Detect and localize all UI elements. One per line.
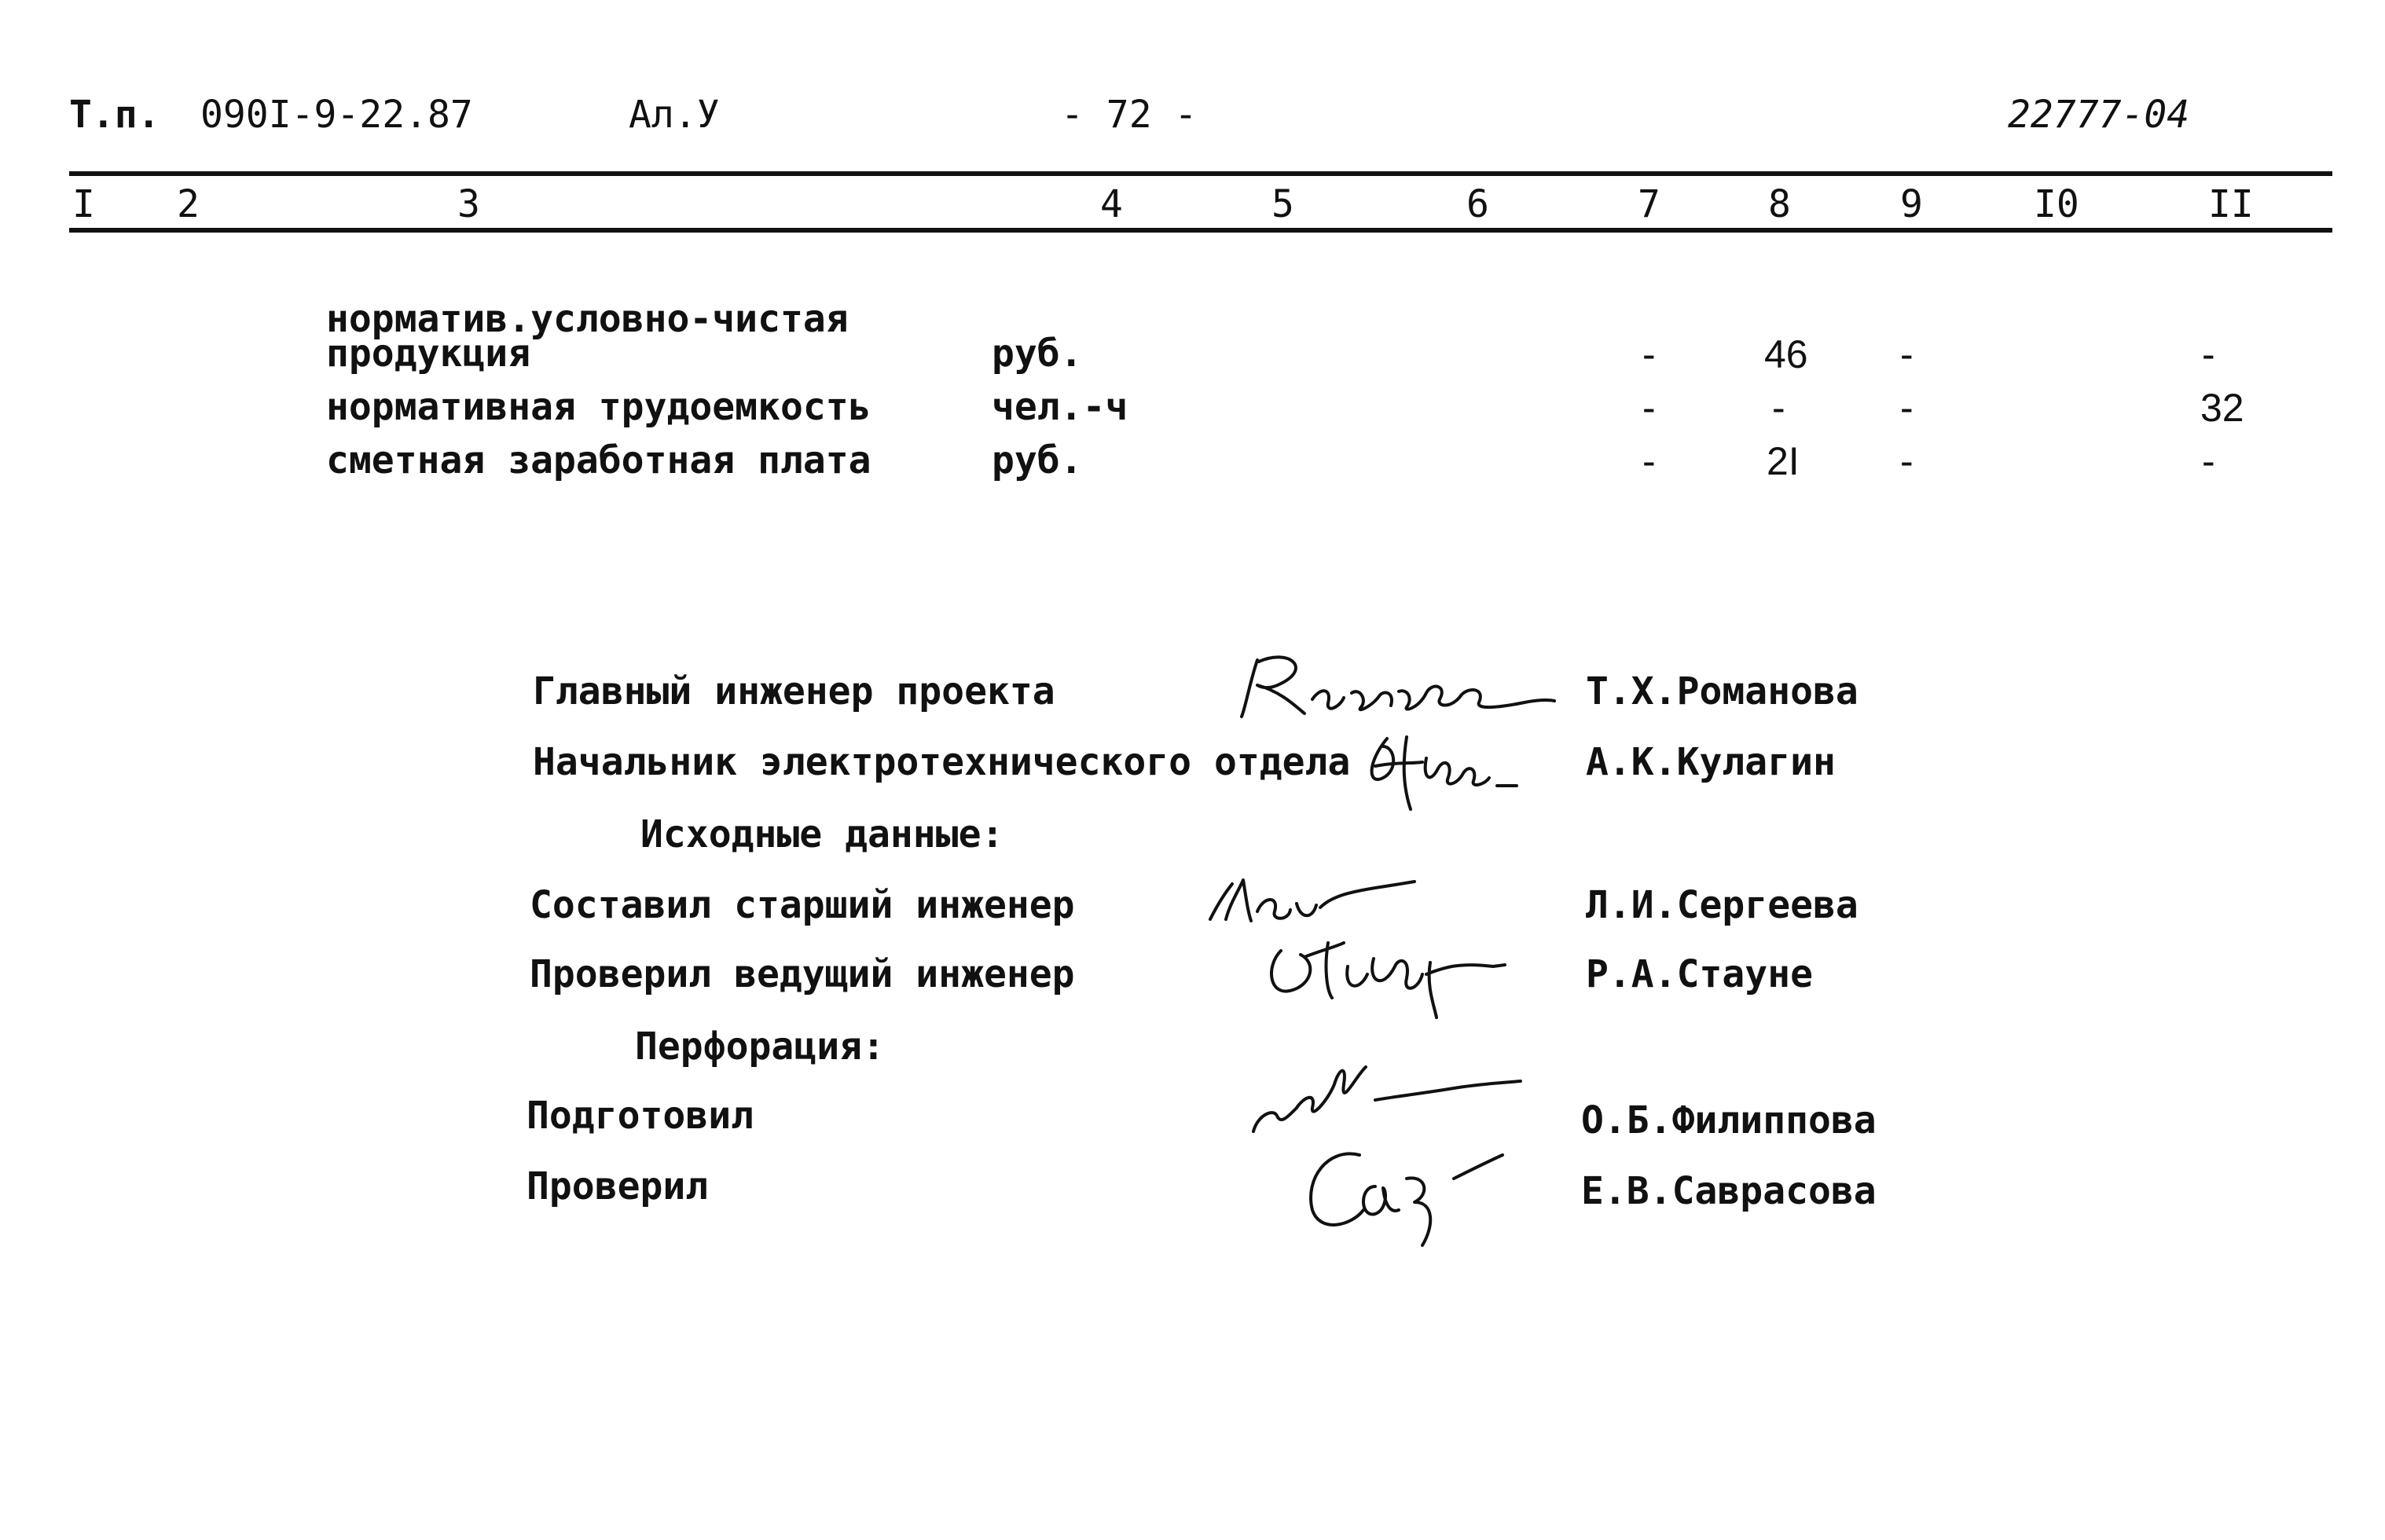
name-compiled-by: Л.И.Сергеева [1586, 883, 1858, 927]
row-col11: - [2202, 439, 2215, 483]
row-col11: - [2202, 332, 2215, 376]
col-num-8: 8 [1768, 182, 1791, 226]
row-col7: - [1642, 332, 1656, 376]
col-num-11: II [2208, 182, 2254, 226]
role-chief-engineer: Главный инженер проекта [533, 669, 1055, 713]
row-col8: 2I [1767, 439, 1800, 483]
role-compiled-by: Составил старший инженер [530, 883, 1075, 927]
row-unit: руб. [992, 332, 1083, 376]
doc-number: 22777-04 [2008, 93, 2190, 137]
name-checked-lead: Р.А.Стауне [1586, 952, 1813, 996]
name-checked-by: Е.В.Саврасова [1581, 1169, 1877, 1213]
col-num-6: 6 [1466, 182, 1489, 226]
header-bottom-rule [69, 228, 2332, 233]
col-num-3: 3 [457, 182, 480, 226]
col-num-1: I [72, 182, 95, 226]
signature-staune [1257, 919, 1509, 1021]
row-unit: руб. [992, 438, 1083, 482]
row-col9: - [1900, 386, 1914, 430]
col-num-7: 7 [1638, 182, 1660, 226]
series-label: Т.п. [69, 93, 160, 137]
row-col8: 46 [1764, 332, 1808, 376]
signature-kulagin [1352, 723, 1525, 817]
row-name-line-1: сметная заработная плата [326, 438, 871, 482]
row-name-line-2: продукция [326, 332, 531, 376]
row-col7: - [1642, 439, 1656, 483]
page-number: - 72 - [1061, 93, 1198, 137]
name-prepared-by: О.Б.Филиппова [1581, 1098, 1877, 1142]
row-unit: чел.-ч [992, 385, 1128, 429]
col-1-underline [72, 228, 96, 231]
row-col9: - [1900, 332, 1914, 376]
col-num-10: I0 [2034, 182, 2079, 226]
row-name-line-1: норматив.условно-чистая [326, 297, 849, 341]
header-top-rule [69, 171, 2332, 176]
role-prepared-by: Подготовил [527, 1094, 754, 1138]
role-head-electrical: Начальник электротехнического отдела [533, 740, 1351, 784]
album-label: Ал.У [629, 93, 720, 137]
col-num-2: 2 [177, 182, 200, 226]
row-col11: 32 [2200, 386, 2244, 430]
series-code: 090I-9-22.87 [200, 93, 473, 137]
name-head-electrical: А.К.Кулагин [1586, 740, 1836, 784]
row-col8: - [1772, 386, 1785, 430]
signature-savrasova [1297, 1131, 1532, 1249]
role-checked-by: Проверил [527, 1164, 709, 1208]
row-col9: - [1900, 439, 1914, 483]
col-num-9: 9 [1900, 182, 1923, 226]
signature-romanova [1226, 644, 1556, 731]
name-chief-engineer: Т.Х.Романова [1586, 669, 1858, 713]
heading-source-data: Исходные данные: [640, 812, 1004, 856]
row-name-line-1: нормативная трудоемкость [326, 385, 871, 429]
row-col7: - [1642, 386, 1656, 430]
col-num-5: 5 [1271, 182, 1294, 226]
heading-perforation: Перфорация: [635, 1025, 885, 1069]
role-checked-lead: Проверил ведущий инженер [530, 952, 1075, 996]
col-num-4: 4 [1100, 182, 1123, 226]
